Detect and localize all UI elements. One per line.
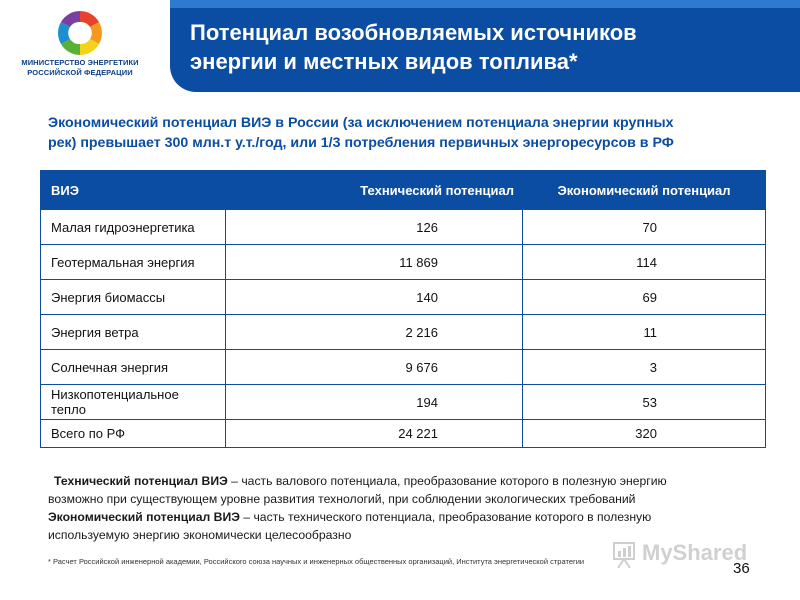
- page-title-line1: Потенциал возобновляемых источников: [190, 20, 637, 45]
- title-banner: [170, 0, 800, 92]
- cell-source: Энергия ветра: [41, 315, 226, 350]
- banner-accent-stripe: [170, 0, 800, 8]
- cell-economic: 69: [523, 280, 766, 315]
- presentation-board-icon: [612, 539, 638, 569]
- ministry-logo: [0, 0, 160, 100]
- page-number: 36: [733, 560, 750, 577]
- table-row: [41, 280, 766, 315]
- cell-economic: 320: [523, 420, 766, 448]
- cell-economic: 53: [523, 385, 766, 420]
- definition-technical-text2: возможно при существующем уровне развития технологий, при соблюдении экологических требований: [48, 492, 636, 506]
- source-footnote: * Расчет Российской инженерной академии, Российского союза научных и инженерных общественных организаций, Института энергетической стратегии: [48, 557, 585, 566]
- cell-source: Низкопотенциальное тепло: [41, 385, 226, 420]
- intro-line2: рек) превышает 300 млн.т у.т./год, или 1/3 потребления первичных энергоресурсов в РФ: [48, 135, 674, 151]
- table-row: [41, 385, 766, 420]
- renewable-potential-table: [40, 170, 766, 448]
- page-title: [190, 18, 750, 76]
- cell-technical: 24 221: [226, 420, 523, 448]
- cell-technical: 11 869: [226, 245, 523, 280]
- definition-technical-line1: [48, 472, 748, 490]
- table-row: [41, 210, 766, 245]
- definition-technical-term: Технический потенциал ВИЭ: [54, 474, 228, 488]
- cell-source: Малая гидроэнергетика: [41, 210, 226, 245]
- cell-technical: 126: [226, 210, 523, 245]
- table-row: [41, 350, 766, 385]
- cell-technical: 140: [226, 280, 523, 315]
- definition-economic-term: Экономический потенциал ВИЭ: [48, 510, 240, 524]
- cell-economic: 3: [523, 350, 766, 385]
- watermark-text: MyShared: [642, 540, 748, 565]
- cell-source: Энергия биомассы: [41, 280, 226, 315]
- page-title-line2: энергии и местных видов топлива*: [190, 49, 578, 74]
- definition-economic-text2: используемую энергию экономически целесообразно: [48, 528, 352, 542]
- logo-text-line2: РОССИЙСКОЙ ФЕДЕРАЦИИ: [27, 68, 133, 77]
- table-row: [41, 245, 766, 280]
- column-header-technical: Технический потенциал: [226, 171, 523, 210]
- table-row: [41, 315, 766, 350]
- cell-economic: 114: [523, 245, 766, 280]
- cell-source: Солнечная энергия: [41, 350, 226, 385]
- definition-economic-text1: – часть технического потенциала, преобразование которого в полезную: [239, 510, 652, 524]
- cell-technical: 194: [226, 385, 523, 420]
- cell-technical: 9 676: [226, 350, 523, 385]
- cell-source: Геотермальная энергия: [41, 245, 226, 280]
- cell-technical: 2 216: [226, 315, 523, 350]
- ministry-emblem-icon: [38, 8, 122, 58]
- cell-economic: 70: [523, 210, 766, 245]
- logo-text-line1: МИНИСТЕРСТВО ЭНЕРГЕТИКИ: [21, 58, 139, 67]
- column-header-source: ВИЭ: [41, 171, 226, 210]
- intro-line1: Экономический потенциал ВИЭ в России (за исключением потенциала энергии крупных: [48, 115, 674, 131]
- definition-economic-line1: [48, 508, 748, 526]
- definitions-block: [48, 472, 748, 544]
- table-header-row: [41, 171, 766, 210]
- cell-source: Всего по РФ: [41, 420, 226, 448]
- definition-technical-text1: – часть валового потенциала, преобразование которого в полезную энергию: [227, 474, 667, 488]
- intro-paragraph: [48, 113, 748, 153]
- cell-economic: 11: [523, 315, 766, 350]
- table-total-row: [41, 420, 766, 448]
- column-header-economic: Экономический потенциал: [523, 171, 766, 210]
